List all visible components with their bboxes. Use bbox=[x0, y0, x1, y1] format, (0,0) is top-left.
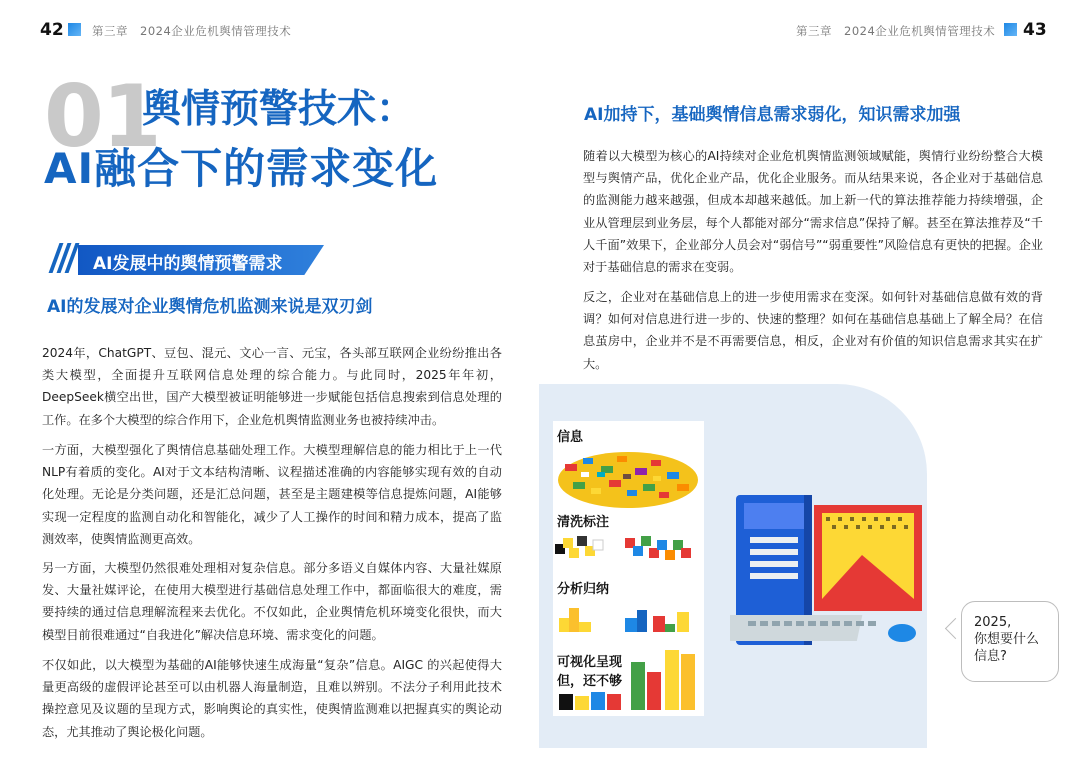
body-paragraph: 反之，企业对在基础信息上的进一步使用需求在变深。如何针对基础信息做有效的背调？如何对信息进行进一步的、快速的整理？如何在基础信息基础上了解全局？在信息茧房中，企业并不是不再需要信息，相反，企业对有价值的知识信息需求其实在扩大。 bbox=[583, 290, 1043, 371]
body-paragraph: 2024年，ChatGPT、豆包、混元、文心一言、元宝，各头部互联网企业纷纷推出各类大模型，全面提升互联网信息处理的综合能力。与此同时，2025年年初，DeepSeek横空出世，国产大模型被证明能够进一步赋能包括信息搜索到信息处理的工作。在多个大模型的综合作用下，企业危机舆情监测业务也被持续冲击。 bbox=[42, 346, 502, 427]
page-marker-right bbox=[1004, 23, 1017, 36]
page-number-left: 42 bbox=[40, 20, 64, 40]
section-banner-label: AI发展中的舆情预警需求 bbox=[93, 254, 283, 274]
speech-bubble bbox=[961, 601, 1059, 682]
body-paragraph: 不仅如此，以大模型为基础的AI能够快速生成海量“复杂”信息。AIGC 的兴起使得大量更高级的虚假评论甚至可以由机器人海量制造，且难以辨别。不法分子利用此技术操控意见及议题的呈现方式，影响舆论的真实性，使舆情监测难以把握真实的舆论动态，尤其推动了舆论极化问题。 bbox=[42, 658, 502, 739]
page-number-right: 43 bbox=[1023, 20, 1047, 40]
chapter-number: 01 bbox=[44, 67, 160, 167]
body-paragraph: 一方面，大模型强化了舆情信息基础处理工作。大模型理解信息的能力相比于上一代NLP有着质的变化。AI对于文本结构清晰、议程描述准确的内容能够实现有效的自动化处理。无论是分类问题，还是汇总问题，甚至是主题建模等信息提炼问题，AI能够实现一定程度的监测自动化和智能化，减少了人工操作的时间和精力成本，提高了监测效率，使舆情监测更高效。 bbox=[42, 443, 502, 546]
page-title-line1: 舆情预警技术： bbox=[142, 87, 416, 132]
bar-bricks-image bbox=[553, 644, 703, 714]
stage-label-clean: 清洗标注 bbox=[557, 515, 610, 530]
sorted-bricks-image bbox=[553, 530, 703, 570]
body-paragraph: 另一方面，大模型仍然很难处理相对复杂信息。部分多语义自媒体内容、大量社媒原发、大量社媒评论，在使用大模型进行基础信息处理工作中，都面临很大的难度，需要持续的通过信息理解流程来去优化。不仅如此，企业舆情危机环境变化很快，而大模型目前很难通过“自我进化”解决信息环境、需求变化的问题。 bbox=[42, 561, 502, 642]
section-subheading: AI的发展对企业舆情危机监测来说是双刃剑 bbox=[47, 297, 373, 317]
stage-label-not-enough: 但，还不够 bbox=[557, 674, 623, 689]
lego-pile-image bbox=[553, 444, 703, 510]
stage-label-info: 信息 bbox=[557, 430, 584, 445]
body-paragraph: 随着以大模型为核心的AI持续对企业危机舆情监测领域赋能，舆情行业纷纷整合大模型与舆情产品，优化企业产品，优化企业服务。而从结果来说，各企业对于基础信息的监测能力越来越强，但成本却越来越低。加上新一代的算法推荐能力持续增强，企业从管理层到业务层，每个人都能对部分“需求信息”保持了解。甚至在算法推荐及“千人千面”效果下，企业部分人员会对“弱信号”“弱重要性”风险信息有更快的把握。企业对于基础信息的需求在变弱。 bbox=[583, 149, 1043, 275]
chapter-header-left: 第三章 2024企业危机舆情管理技术 bbox=[92, 24, 292, 38]
retro-computer-image bbox=[730, 485, 935, 660]
bubble-line: 你想要什么 bbox=[974, 632, 1040, 647]
stage-label-visualize: 可视化呈现 bbox=[557, 655, 623, 670]
bubble-line: 2025, bbox=[974, 615, 1012, 630]
page-marker-left bbox=[68, 23, 81, 36]
bubble-line: 信息? bbox=[974, 649, 1007, 664]
page-title-line2: AI融合下的需求变化 bbox=[44, 144, 439, 193]
stage-label-analyze: 分析归纳 bbox=[557, 582, 610, 597]
right-heading: AI加持下，基础舆情信息需求弱化，知识需求加强 bbox=[584, 105, 961, 125]
chapter-header-right: 第三章 2024企业危机舆情管理技术 bbox=[796, 24, 996, 38]
grouped-bricks-image bbox=[553, 598, 703, 638]
